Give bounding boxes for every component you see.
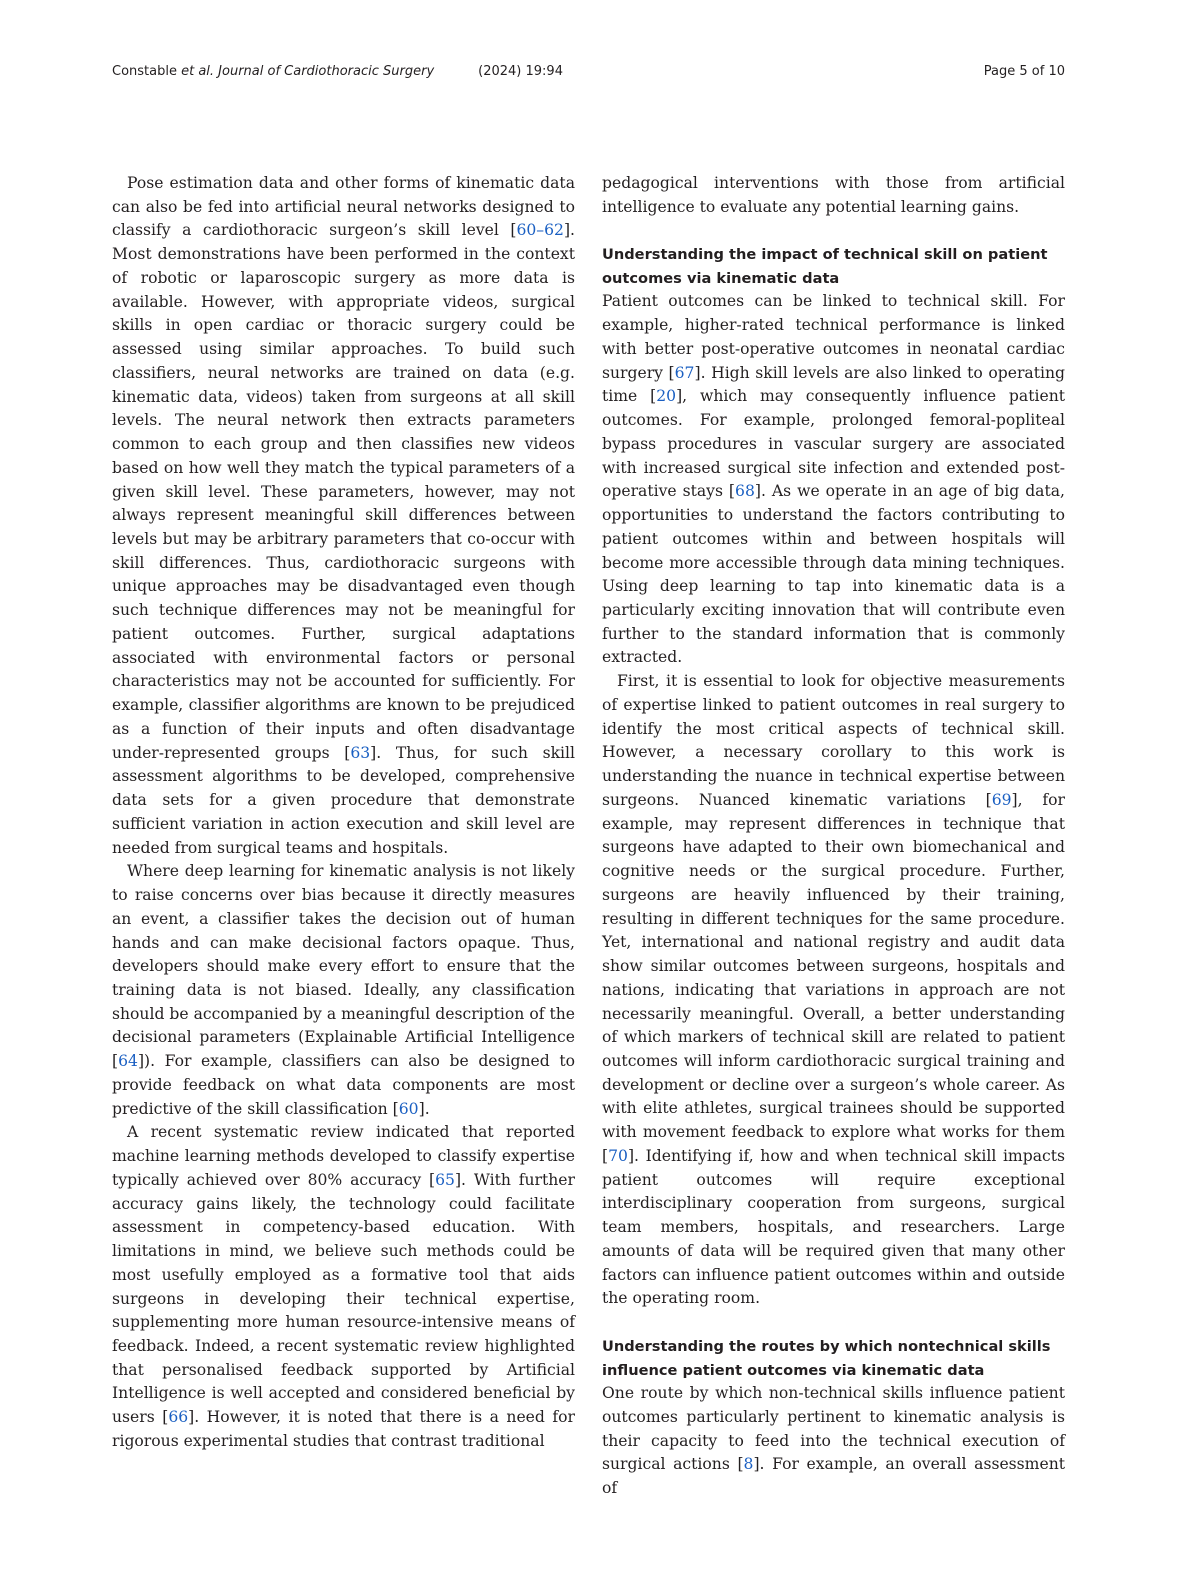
citation-link[interactable]: 67 [674, 363, 695, 382]
paragraph: A recent systematic review indicated that reported machine learning methods developed to classify expertise typically achieved over 80% accuracy [65]. With further accuracy gains likely, the technology could facilitate assessment in competency-based education. With limitations in mind, we believe such methods could be most usefully employed as a formative tool that aids surgeons in developing their technical expertise, supplementing more human resource-intensive means of feedback. Indeed, a recent systematic review highlighted that personalised feedback supported by Artificial Intelligence is well accepted and considered beneficial by users [66]. However, it is noted that there is a need for rigorous experimental studies that contrast traditional [112, 1123, 575, 1450]
citation-link[interactable]: 66 [168, 1408, 189, 1427]
left-column [112, 172, 575, 1454]
citation-link[interactable]: 64 [118, 1052, 138, 1071]
citation-link[interactable]: 8 [743, 1455, 754, 1474]
paragraph: One route by which non-technical skills influence patient outcomes particularly pertinent to kinematic analysis is their capacity to feed into the technical execution of surgical actions [8]. For example, an overall assessment of [602, 1384, 1066, 1497]
page-number: Page 5 of 10 [983, 64, 1065, 79]
header-authors: Constable [112, 64, 177, 79]
citation-link[interactable]: 70 [608, 1146, 628, 1165]
running-header [112, 64, 1065, 86]
section-heading: Understanding the routes by which nontechnical skills influence patient outcomes via kinematic data [602, 1338, 1051, 1379]
header-year-volume: (2024) 19:94 [478, 64, 563, 79]
header-citation [112, 64, 563, 79]
citation-link[interactable]: 68 [735, 482, 755, 501]
citation-link[interactable]: 60 [398, 1099, 419, 1118]
citation-link[interactable]: 20 [656, 387, 677, 406]
section-heading: Understanding the impact of technical skill on patient outcomes via kinematic data [602, 246, 1048, 287]
paragraph: First, it is essential to look for objective measurements of expertise linked to patient outcomes in real surgery to identify the most critical aspects of technical skill. However, a necessary corollary to this work is understanding the nuance in technical expertise between surgeons. Nuanced kinematic variations [69], for example, may represent differences in technique that surgeons have adapted to their own biomechanical and cognitive needs or the surgical procedure. Further, surgeons are heavily influenced by their training, resulting in different techniques for the same procedure. Yet, international and national registry and audit data show similar outcomes between surgeons, hospitals and nations, indicating that variations in approach are not necessarily meaningful. Overall, a better understanding of which markers of technical skill are related to patient outcomes will inform cardiothoracic surgical training and development or decline over a surgeon’s whole career. As with elite athletes, surgical trainees should be supported with movement feedback to explore what works for them [70]. Identifying if, how and when technical skill impacts patient outcomes will require exceptional interdisciplinary cooperation from surgeons, surgical team members, hospitals, and researchers. Large amounts of data will be required given that many other factors can influence patient outcomes within and outside the operating room. [602, 672, 1065, 1308]
citation-link[interactable]: 65 [435, 1170, 455, 1189]
citation-link[interactable]: 60–62 [516, 221, 564, 240]
right-column [602, 172, 1065, 1501]
paragraph: Where deep learning for kinematic analysis is not likely to raise concerns over bias because it directly measures an event, a classifier takes the decision out of human hands and can make decisional factors opaque. Thus, developers should make every effort to ensure that the training data is not biased. Ideally, any classification should be accompanied by a meaningful description of the decisional parameters (Explainable Artificial Intelligence [64]). For example, classifiers can also be designed to provide feedback on what data components are most predictive of the skill classification [60]. [112, 862, 575, 1118]
paragraph: pedagogical interventions with those from artificial intelligence to evaluate any potential learning gains. [602, 174, 1065, 216]
header-journal: et al. Journal of Cardiothoracic Surgery [181, 64, 435, 79]
citation-link[interactable]: 69 [991, 790, 1012, 809]
paragraph: Pose estimation data and other forms of kinematic data can also be fed into artificial neural networks designed to classify a cardiothoracic surgeon’s skill level [60–62]. Most demonstrations have been performed in the context of robotic or laparoscopic surgery as more data is available. However, with appropriate videos, surgical skills in open cardiac or thoracic surgery could be assessed using similar approaches. To build such classifiers, neural networks are trained on data (e.g. kinematic data, videos) taken from surgeons at all skill levels. The neural network then extracts parameters common to each group and then classifies new videos based on how well they match the typical parameters of a given skill level. These parameters, however, may not always represent meaningful skill differences between levels but may be arbitrary parameters that co-occur with skill differences. Thus, cardiothoracic surgeons with unique approaches may be disadvantaged even though such technique differences may not be meaningful for patient outcomes. Further, surgical adaptations associated with environmental factors or personal characteristics may not be accounted for sufficiently. For example, classifier algorithms are known to be prejudiced as a function of their inputs and often disadvantage under-represented groups [63]. Thus, for such skill assessment algorithms to be developed, comprehensive data sets for a given procedure that demonstrate sufficient variation in action execution and skill level are needed from surgical teams and hospitals. [112, 174, 575, 857]
citation-link[interactable]: 63 [350, 743, 371, 762]
paragraph: Patient outcomes can be linked to technical skill. For example, higher-rated technical performance is linked with better post-operative outcomes in neonatal cardiac surgery [67]. High skill levels are also linked to operating time [20], which may consequently influence patient outcomes. For example, prolonged femoral-popliteal bypass procedures in vascular surgery are associated with increased surgical site infection and extended post-operative stays [68]. As we operate in an age of big data, opportunities to understand the factors contributing to patient outcomes within and between hospitals will become more accessible through data mining techniques. Using deep learning to tap into kinematic data is a particularly exciting innovation that will contribute even further to the standard information that is commonly extracted. [602, 292, 1066, 667]
